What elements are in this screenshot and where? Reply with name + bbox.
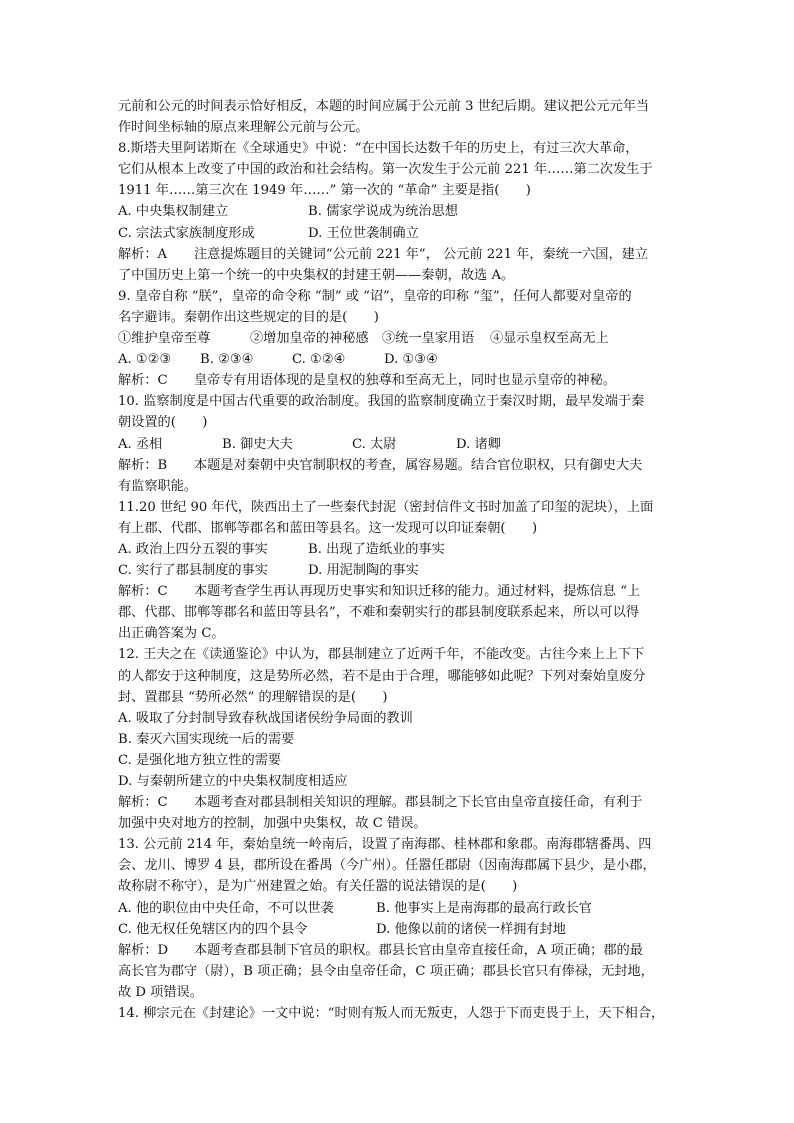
question-14-stem: 14. 柳宗元在《封建论》一文中说：“时则有叛人而无叛吏，人怨于下而吏畏于上，天下相合， [118,1006,665,1022]
statement-1: ①维护皇帝至尊 [118,331,211,347]
analysis-text: 注意提炼题目的关键词“公元前 221 年”， 公元前 221 年，秦统一六国，建立 [194,246,649,262]
question-8-stem: 8.斯塔夫里阿诺斯在《全球通史》中说：“在中国长达数千年的历史上，有过三次大革命， [118,141,639,157]
option-a: A. 政治上四分五裂的事实 [118,541,268,557]
option-b: B. 秦灭六国实现统一后的需要 [118,731,295,747]
analysis-key: 解析：B [118,457,168,473]
option-d: D. 他像以前的诸侯一样拥有封地 [376,921,566,937]
analysis-text: 本题考查对郡县制相关知识的理解。郡县制之下长官由皇帝直接任命，有利于 [194,795,643,811]
question-10-options [118,434,680,455]
question-8-options-row-1 [118,201,680,222]
question-13-stem: 13. 公元前 214 年，秦始皇统一岭南后，设置了南海郡、桂林郡和象郡。南海郡辖番禺、四 [118,837,652,853]
analysis-text: 本题考查郡县制下官员的职权。郡县长官由皇帝直接任命，A 项正确；郡的最 [194,942,643,958]
text-line: 作时间坐标轴的原点来理解公元前与公元。 [118,120,369,136]
question-10-analysis-cont: 有监察职能。 [118,478,198,494]
question-11-stem: 11.20 世纪 90 年代，陕西出土了一些秦代封泥（密封信件文书时加盖了印玺的泥块），上面 [118,499,654,515]
question-12-analysis-cont: 加强中央对地方的控制，加强中央集权，故 C 错误。 [118,816,427,832]
question-12-stem: 的人都安于这种制度，这是势所必然，若不是由于合理，哪能够如此呢？下列对秦始皇废分 [118,668,646,684]
question-11-options-row-2 [118,560,680,581]
text-line: 元前和公元的时间表示恰好相反，本题的时间应属于公元前 3 世纪后期。建议把公元元年当 [118,99,650,114]
analysis-key: 解析：C [118,584,168,600]
question-13-analysis [118,940,680,961]
question-11-analysis-cont: 郡、代郡、邯郸等郡名和蓝田等县名”，不难和秦朝实行的郡县制度联系起来，所以可以得 [118,605,640,621]
question-11-stem: 有上郡、代郡、邯郸等郡名和蓝田等县名。这一发现可以印证秦朝( ) [118,520,538,536]
option-b: B. 他事实上是南海郡的最高行政长官 [376,900,592,916]
option-d: D. ①③④ [384,352,438,368]
question-13-stem: 故称尉不称守），是为广州建置之始。有关任嚣的说法错误的是( ) [118,879,518,895]
question-10-analysis [118,455,680,476]
question-9-stem: 名字避讳。秦朝作出这些规定的目的是( ) [118,309,379,325]
question-12-stem: 封、置郡县 “势所必然” 的理解错误的是( ) [118,689,388,705]
option-b: B. 御史大夫 [222,436,293,452]
option-a: A. 吸取了分封制导致春秋战国诸侯纷争局面的教训 [118,710,413,726]
option-d: D. 用泥制陶的事实 [308,563,419,579]
statement-3: ③统一皇家用语 [382,331,475,347]
option-a: A. 中央集权制建立 [118,204,229,220]
question-11-analysis-cont: 出正确答案为 C。 [118,626,225,642]
option-a: A. ①②③ [118,352,172,368]
question-9-analysis [118,370,680,391]
question-9-statements [118,328,680,349]
question-13-stem: 会、龙川、博罗 4 县，郡所设在番禺（今广州）。任嚣任郡尉（因南海郡属下县少，是小郡， [118,858,656,874]
analysis-text: 本题是对秦朝中央官制职权的考查，属容易题。结合官位职权，只有御史大夫 [194,457,643,473]
question-8-stem: 它们从根本上改变了中国的政治和社会结构。第一次发生于公元前 221 年……第二次发生于 [118,162,653,178]
option-c: C. 他无权任免辖区内的四个县令 [118,921,308,937]
question-13-analysis-cont: 故 D 项错误。 [118,984,203,1000]
option-d: D. 诸卿 [456,436,501,452]
question-9-options [118,349,680,370]
option-c: C. ①②④ [292,352,346,368]
question-8-analysis-cont: 了中国历史上第一个统一的中央集权的封建王朝——秦朝，故选 A。 [118,267,515,283]
analysis-key: 解析：C [118,373,168,389]
question-10-stem: 朝设置的( ) [118,415,208,431]
option-c: C. 是强化地方独立性的需要 [118,752,282,768]
question-10-stem: 10. 监察制度是中国古代重要的政治制度。我国的监察制度确立于秦汉时期，最早发端于秦 [118,394,645,410]
option-d: D. 与秦朝所建立的中央集权制度相适应 [118,774,348,789]
option-b: B. ②③④ [200,352,254,368]
question-8-analysis [118,244,680,265]
option-a: A. 丞相 [118,436,163,452]
option-c: C. 实行了郡县制度的事实 [118,563,268,579]
document-page [118,96,680,1024]
question-12-stem: 12. 王夫之在《读通鉴论》中认为，郡县制建立了近两千年，不能改变。古往今来上上下下 [118,647,645,663]
option-a: A. 他的职位由中央任命，不可以世袭 [118,900,334,916]
statement-4: ④显示皇权至高无上 [490,331,609,347]
analysis-key: 解析：C [118,795,168,811]
question-8-options-row-2 [118,223,680,244]
question-13-options-row-2 [118,919,680,940]
question-9-stem: 9. 皇帝自称 “朕”，皇帝的命令称 “制” 或 “诏”，皇帝的印称 “玺”，任何人都要对皇帝的 [118,288,632,304]
option-c: C. 宗法式家族制度形成 [118,225,255,241]
option-b: B. 出现了造纸业的事实 [308,541,445,557]
analysis-key: 解析：D [118,942,169,958]
analysis-text: 皇帝专有用语体现的是皇权的独尊和至高无上，同时也显示皇帝的神秘。 [194,373,616,389]
analysis-key: 解析：A [118,246,168,262]
option-c: C. 太尉 [352,436,397,452]
option-b: B. 儒家学说成为统治思想 [308,204,458,220]
statement-2: ②增加皇帝的神秘感 [250,331,369,347]
question-11-analysis [118,581,680,602]
question-11-options-row-1 [118,539,680,560]
question-13-analysis-cont: 高长官为郡守（尉），B 项正确；县令由皇帝任命，C 项正确；郡县长官只有俸禄，无封地， [118,963,654,979]
analysis-text: 本题考查学生再认再现历史事实和知识迁移的能力。通过材料，提炼信息 “上 [194,584,641,600]
question-13-options-row-1 [118,898,680,919]
option-d: D. 王位世袭制确立 [308,225,419,241]
question-8-stem: 1911 年……第三次在 1949 年……” 第一次的 “革命” 主要是指( ) [118,183,531,199]
question-12-analysis [118,792,680,813]
